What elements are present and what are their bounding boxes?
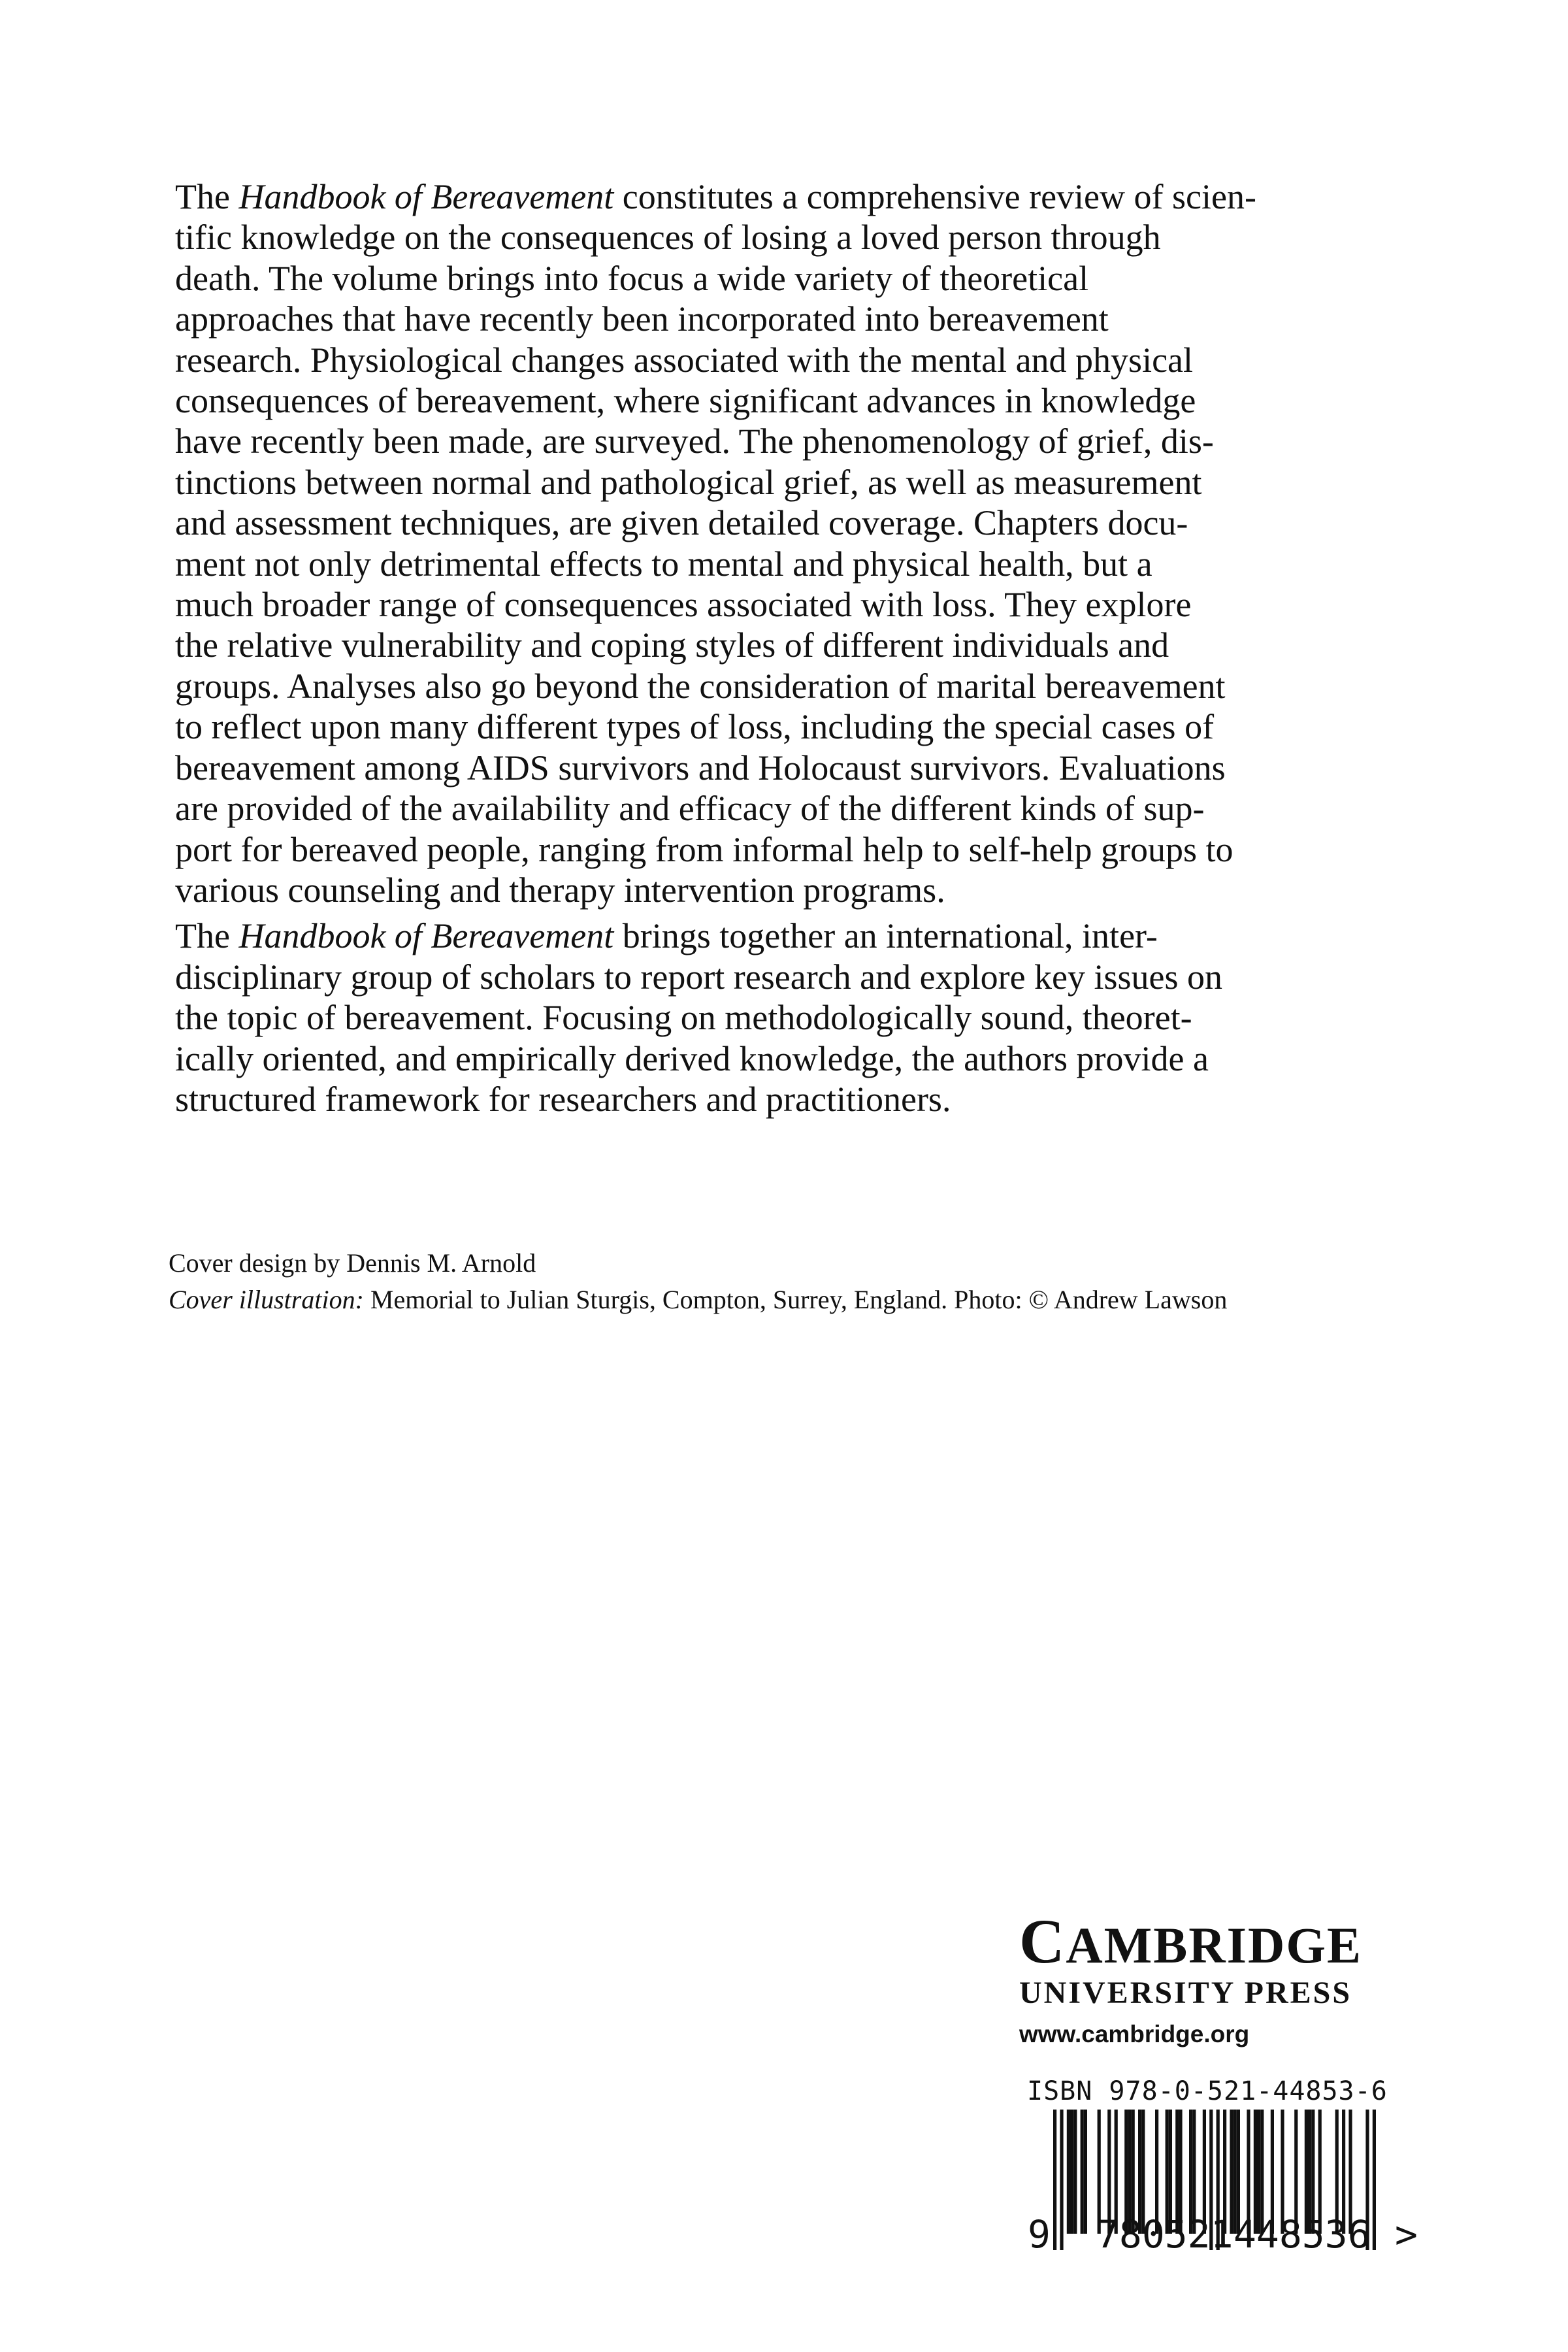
barcode-left-digits: 780521 — [1096, 2212, 1233, 2257]
cover-credits — [169, 1245, 1227, 1318]
barcode-bar — [1081, 2110, 1084, 2234]
publisher-url[interactable]: www.cambridge.org — [1019, 2021, 1250, 2047]
publisher-name-initial: C — [1019, 1906, 1066, 1976]
text-line: The Handbook of Bereavement constitutes a comprehensive review of scien- — [175, 177, 1256, 216]
barcode — [1019, 2108, 1437, 2304]
cover-illustration-text: Memorial to Julian Sturgis, Compton, Surrey, England. Photo: © Andrew Lawson — [363, 1285, 1228, 1314]
text-line: ically oriented, and empirically derived knowledge, the authors provide a — [175, 1038, 1209, 1078]
text-line: various counseling and therapy intervention programs. — [175, 870, 945, 910]
isbn-label: ISBN 978-0-521-44853-6 — [1027, 2076, 1388, 2106]
text-line: approaches that have recently been incorporated into bereavement — [175, 299, 1109, 339]
book-description — [175, 176, 1325, 1125]
barcode-bar — [1070, 2110, 1073, 2234]
text-line: the relative vulnerability and coping styles of different individuals and — [175, 625, 1169, 665]
barcode-bars — [1019, 2108, 1437, 2304]
text-line: The Handbook of Bereavement brings together an international, inter- — [175, 916, 1158, 956]
publisher-subtitle: UNIVERSITY PRESS — [1019, 1976, 1352, 2010]
text-line: and assessment techniques, are given detailed coverage. Chapters docu- — [175, 503, 1188, 543]
text-line: bereavement among AIDS survivors and Holocaust survivors. Evaluations — [175, 748, 1226, 787]
text-line: much broader range of consequences associated with loss. They explore — [175, 585, 1192, 625]
text-line: port for bereaved people, ranging from informal help to self-help groups to — [175, 829, 1233, 869]
text-line: the topic of bereavement. Focusing on methodologically sound, theoret- — [175, 998, 1192, 1038]
text-line: to reflect upon many different types of loss, including the special cases of — [175, 707, 1215, 747]
barcode-lead-digit: 9 — [1028, 2212, 1051, 2257]
text-line: tinctions between normal and pathological grief, as well as measurement — [175, 462, 1202, 502]
publisher-name-rest: AMBRIDGE — [1066, 1917, 1363, 1974]
barcode-bar — [1060, 2110, 1063, 2250]
cover-illustration-label: Cover illustration: — [169, 1285, 364, 1314]
barcode-right-digits: 448536 — [1233, 2212, 1371, 2257]
description-paragraph-1 — [175, 176, 1325, 910]
text-line: are provided of the availability and efficacy of the different kinds of sup- — [175, 789, 1205, 829]
cover-illustration-credit — [169, 1282, 1227, 1318]
text-line: tific knowledge on the consequences of losing a loved person through — [175, 218, 1161, 257]
barcode-bar — [1084, 2110, 1087, 2234]
text-line: ment not only detrimental effects to mental and physical health, but a — [175, 544, 1152, 584]
text-line: structured framework for researchers and practitioners. — [175, 1079, 951, 1119]
description-paragraph-2 — [175, 916, 1325, 1119]
barcode-quiet-marker: > — [1395, 2212, 1418, 2257]
barcode-bar — [1073, 2110, 1077, 2234]
publisher-logo — [1019, 1906, 1437, 2051]
text-line: death. The volume brings into focus a wide variety of theoretical — [175, 258, 1089, 298]
barcode-bar — [1067, 2110, 1070, 2234]
barcode-bar — [1053, 2110, 1056, 2250]
book-title-italic: Handbook of Bereavement — [238, 177, 614, 216]
book-title-italic: Handbook of Bereavement — [238, 916, 614, 956]
text-line: research. Physiological changes associated with the mental and physical — [175, 340, 1194, 380]
publisher-name — [1019, 1906, 1437, 1976]
text-line: consequences of bereavement, where significant advances in knowledge — [175, 381, 1196, 421]
text-line: disciplinary group of scholars to report research and explore key issues on — [175, 957, 1223, 997]
text-line: have recently been made, are surveyed. The phenomenology of grief, dis- — [175, 422, 1214, 461]
barcode-bar — [1373, 2110, 1376, 2250]
cover-design-credit: Cover design by Dennis M. Arnold — [169, 1248, 536, 1278]
text-line: groups. Analyses also go beyond the consideration of marital bereavement — [175, 666, 1226, 706]
